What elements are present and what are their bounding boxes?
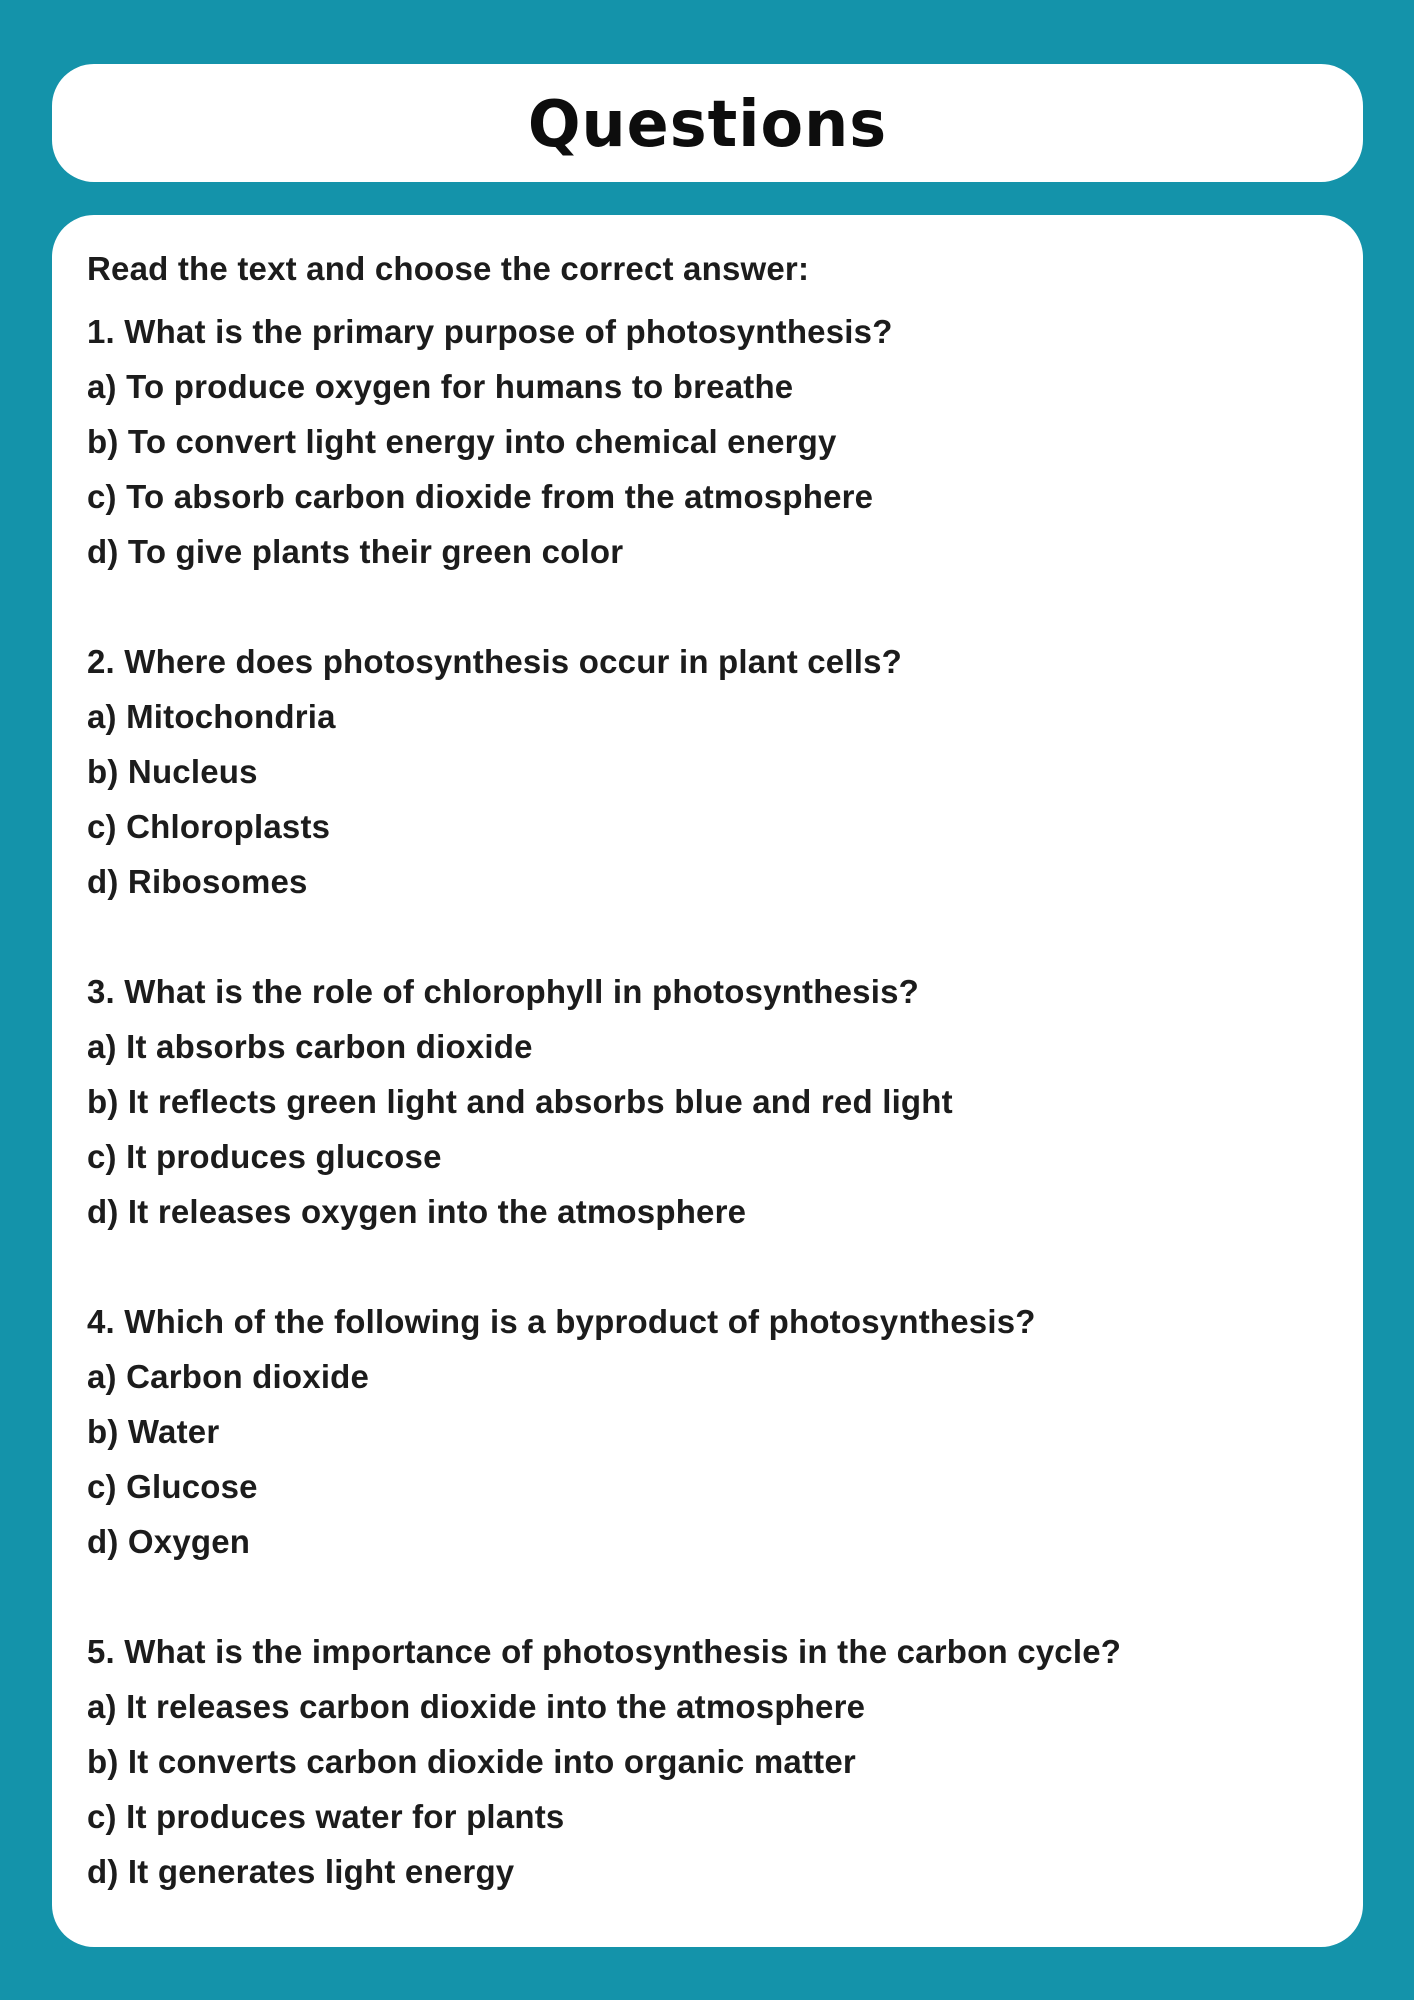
option-line: b) It converts carbon dioxide into organic matter xyxy=(87,1743,856,1780)
option-line: d) Ribosomes xyxy=(87,863,308,900)
option-line: b) It reflects green light and absorbs blue and red light xyxy=(87,1083,953,1120)
question-block-5 xyxy=(87,1624,1323,1899)
option-line: b) Nucleus xyxy=(87,753,258,790)
option-line: d) To give plants their green color xyxy=(87,533,624,570)
question-text: 3. What is the role of chlorophyll in photosynthesis? xyxy=(87,973,919,1010)
option-line: b) Water xyxy=(87,1413,220,1450)
option-line: d) It generates light energy xyxy=(87,1853,515,1890)
option-line: a) Mitochondria xyxy=(87,698,336,735)
question-block-2 xyxy=(87,634,1323,909)
page-title: Questions xyxy=(527,85,888,161)
question-text: 5. What is the importance of photosynthesis in the carbon cycle? xyxy=(87,1633,1122,1670)
question-text: 4. Which of the following is a byproduct of photosynthesis? xyxy=(87,1303,1036,1340)
option-line: d) It releases oxygen into the atmosphere xyxy=(87,1193,747,1230)
option-line: a) Carbon dioxide xyxy=(87,1358,370,1395)
question-block-4 xyxy=(87,1294,1323,1569)
option-line: c) It produces water for plants xyxy=(87,1798,565,1835)
option-line: a) It absorbs carbon dioxide xyxy=(87,1028,533,1065)
question-text: 1. What is the primary purpose of photosynthesis? xyxy=(87,313,893,350)
question-block-1 xyxy=(87,304,1323,579)
option-line: c) It produces glucose xyxy=(87,1138,442,1175)
question-block-3 xyxy=(87,964,1323,1239)
question-text: 2. Where does photosynthesis occur in plant cells? xyxy=(87,643,903,680)
content-card xyxy=(52,215,1363,1947)
option-line: a) It releases carbon dioxide into the atmosphere xyxy=(87,1688,866,1725)
option-line: d) Oxygen xyxy=(87,1523,251,1560)
header-card xyxy=(52,64,1363,182)
option-line: c) To absorb carbon dioxide from the atmosphere xyxy=(87,478,874,515)
option-line: a) To produce oxygen for humans to breathe xyxy=(87,368,794,405)
option-line: c) Chloroplasts xyxy=(87,808,331,845)
option-line: b) To convert light energy into chemical energy xyxy=(87,423,837,460)
instruction-text: Read the text and choose the correct answer: xyxy=(87,250,810,287)
option-line: c) Glucose xyxy=(87,1468,258,1505)
